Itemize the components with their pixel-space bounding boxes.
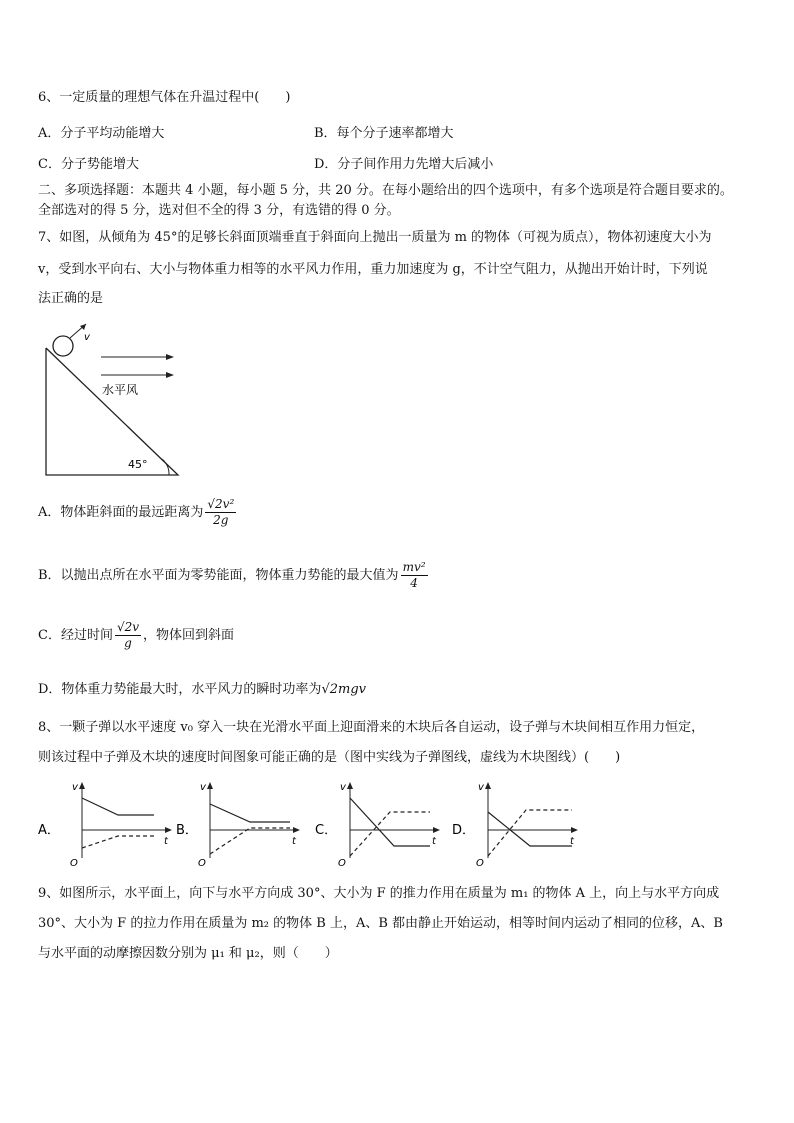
q7-option-c-den: g — [124, 636, 132, 650]
block-line — [350, 812, 430, 856]
vt-graph-b — [176, 782, 300, 868]
q7-stem-line3: 法正确的是 — [38, 291, 104, 306]
bullet-line — [488, 812, 572, 846]
ball — [53, 336, 73, 356]
section2-line1: 二、多项选择题：本题共 4 小题，每小题 5 分，共 20 分。在每小题给出的四个选项中，有多个选项是符合题目要求的。 — [38, 183, 733, 198]
q7-option-c-suffix: ，物体回到斜面 — [143, 628, 235, 643]
wind-label: 水平风 — [102, 383, 139, 397]
graph-option-label: A． — [38, 823, 60, 838]
q7-option-d-text: D．物体重力势能最大时，水平风力的瞬时功率为 — [38, 682, 322, 697]
v-axis-arrow — [485, 782, 491, 789]
v-axis-label: v — [340, 782, 346, 793]
block-line — [210, 828, 290, 854]
q9-stem-line1: 9、如图所示，水平面上，向下与水平方向成 30°、大小为 F 的推力作用在质量为 m₁ 的物体 A 上，向上与水平方向成 — [38, 886, 720, 901]
q7-option-c-fraction — [115, 620, 141, 651]
incline-triangle — [46, 348, 178, 475]
origin-label: O — [198, 858, 206, 868]
q7-option-b — [38, 560, 430, 591]
t-axis-arrow — [571, 827, 578, 833]
q7-stem-line1: 7、如图，从倾角为 45°的足够长斜面顶端垂直于斜面向上抛出一质量为 m 的物体（可视为质点），物体初速度大小为 — [38, 230, 712, 245]
q7-option-a-den: 2g — [213, 513, 229, 527]
t-axis-label: t — [432, 836, 436, 847]
q7-option-a-num: √2v² — [207, 497, 235, 511]
q7-stem-line2: v，受到水平向右、大小与物体重力相等的水平风力作用，重力加速度为 g，不计空气阻力，从抛出开始计时，下列说 — [38, 262, 708, 277]
q6-stem: 6、一定质量的理想气体在升温过程中( ) — [38, 90, 291, 105]
bullet-line — [350, 798, 430, 846]
q8-stem-line1: 8、一颗子弹以水平速度 v₀ 穿入一块在光滑水平面上迎面滑来的木块后各自运动，设子弹与木块间相互作用力恒定， — [38, 720, 705, 735]
origin-label: O — [338, 858, 346, 868]
v-axis-label: v — [478, 782, 484, 793]
vt-graph-d — [452, 782, 578, 868]
q8-stem-line2: 则该过程中子弹及木块的速度时间图象可能正确的是（图中实线为子弹图线，虚线为木块图线）( ) — [38, 750, 621, 765]
q6-option-c: C．分子势能增大 — [38, 157, 139, 172]
q7-option-b-text: B．以抛出点所在水平面为零势能面，物体重力势能的最大值为 — [38, 568, 399, 583]
block-line — [488, 810, 572, 856]
q6-option-b: B．每个分子速率都增大 — [314, 126, 454, 141]
q8-graphs — [38, 778, 598, 868]
q7-option-a-fraction — [205, 497, 236, 528]
q7-option-c-text: C．经过时间 — [38, 628, 113, 643]
q7-option-b-num: mv² — [402, 560, 426, 574]
bullet-line — [210, 804, 290, 822]
q7-option-c — [38, 620, 234, 651]
t-axis-label: t — [292, 836, 296, 847]
q7-option-b-den: 4 — [410, 576, 418, 590]
v-axis-label: v — [200, 782, 206, 793]
t-axis-arrow — [293, 827, 300, 833]
t-axis-label: t — [164, 836, 168, 847]
t-axis-label: t — [570, 836, 574, 847]
t-axis-arrow — [165, 827, 172, 833]
q7-option-b-fraction — [401, 560, 428, 591]
q6-option-a: A．分子平均动能增大 — [38, 126, 165, 141]
v-axis-arrow — [79, 782, 85, 789]
bullet-line — [82, 798, 154, 815]
v-axis-label: v — [72, 782, 78, 793]
q7-incline-figure — [38, 318, 188, 483]
q7-option-c-num: √2v — [116, 620, 140, 634]
graph-option-label: C． — [315, 823, 338, 838]
graph-option-label: B． — [176, 823, 198, 838]
origin-label: O — [70, 858, 78, 868]
q7-option-a-text: A．物体距斜面的最远距离为 — [38, 505, 204, 520]
v-axis-arrow — [207, 782, 213, 789]
vt-graph-c — [315, 782, 440, 868]
q7-option-d — [38, 682, 366, 698]
q8-graph-svg — [38, 778, 598, 868]
q7-option-d-expr: √2mgv — [321, 682, 366, 697]
vt-graph-a — [38, 782, 172, 868]
block-line — [82, 836, 154, 848]
section2-line2: 全部选对的得 5 分，选对但不全的得 3 分，有选错的得 0 分。 — [38, 203, 400, 218]
q7-option-a — [38, 497, 238, 528]
q9-stem-line2: 30°、大小为 F 的拉力作用在质量为 m₂ 的物体 B 上，A、B 都由静止开始运动，相等时间内运动了相同的位移，A、B — [38, 916, 723, 931]
angle-label: 45° — [128, 458, 148, 471]
origin-label: O — [476, 858, 484, 868]
q6-option-d: D．分子间作用力先增大后减小 — [314, 157, 494, 172]
velocity-label: v — [84, 332, 90, 343]
v-axis-arrow — [347, 782, 353, 789]
graph-option-label: D． — [452, 823, 476, 838]
q9-stem-line3: 与水平面的动摩擦因数分别为 μ₁ 和 μ₂，则（ ） — [38, 946, 338, 961]
t-axis-arrow — [433, 827, 440, 833]
